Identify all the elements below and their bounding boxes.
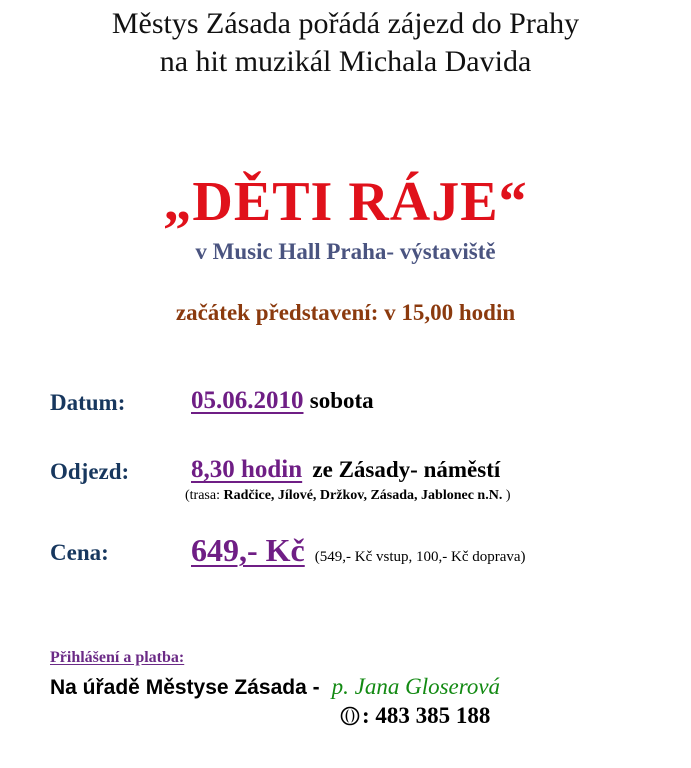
phone-line (340, 702, 490, 730)
date-value: 05.06.2010 (191, 387, 304, 414)
price-label: Cena: (50, 540, 109, 565)
departure-time-value: 8,30 hodin (191, 456, 303, 483)
date-label: Datum: (50, 390, 126, 415)
departure-place: ze Zásady- náměstí (312, 457, 501, 482)
route-towns: Radčice, Jílové, Držkov, Zásada, Jablonec n.N. (223, 488, 503, 503)
header-line-2: na hit muzikál Michala Davida (159, 45, 532, 78)
date-row-value (191, 385, 374, 417)
route-suffix: ) (502, 488, 511, 503)
price-value: 649,- Kč (191, 532, 305, 568)
phone-number: : 483 385 188 (362, 703, 491, 728)
header-line-1: Městys Zásada pořádá zájezd do Prahy (111, 7, 580, 40)
route-prefix: (trasa: (185, 488, 224, 503)
show-title: „DĚTI RÁJE“ (163, 171, 528, 233)
departure-row-value (191, 454, 500, 486)
contact-office: Na úřadě Městyse Zásada - (50, 676, 320, 699)
contact-person: p. Jana Gloserová (331, 674, 501, 699)
date-weekday: sobota (309, 388, 374, 413)
departure-label: Odjezd: (50, 459, 130, 484)
contact-heading: Přihlášení a platba: (50, 649, 185, 666)
route-note (185, 487, 511, 505)
venue-line: v Music Hall Praha- výstaviště (195, 239, 496, 264)
start-time-line: začátek představení: v 15,00 hodin (175, 300, 516, 325)
contact-line (50, 673, 500, 701)
phone-icon (340, 705, 360, 725)
price-row-value (191, 530, 526, 577)
price-breakdown: (549,- Kč vstup, 100,- Kč doprava) (314, 549, 526, 565)
